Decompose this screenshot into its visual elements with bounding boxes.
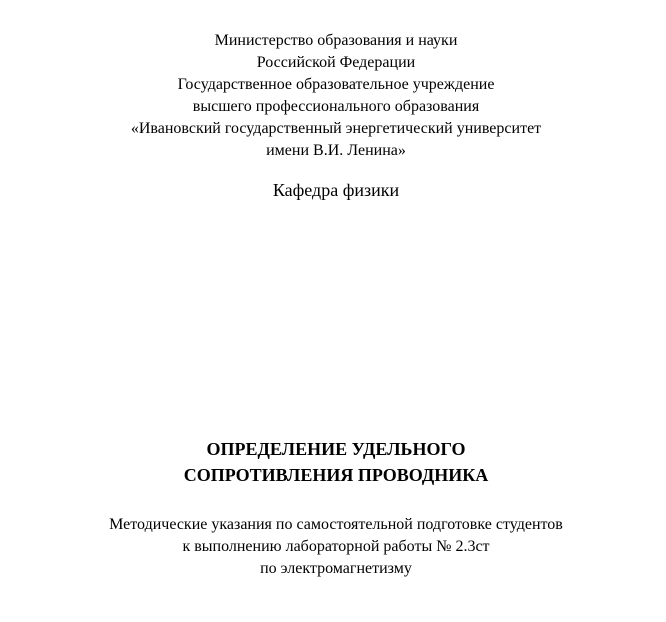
subtitle-line-1: Методические указания по самостоятельной подготовке студентов (109, 516, 563, 533)
subtitle-line-3: по электромагнетизму (260, 560, 412, 577)
title-line-2: СОПРОТИВЛЕНИЯ ПРОВОДНИКА (183, 465, 489, 485)
header-line-institution-type: Государственное образовательное учреждение (177, 76, 495, 93)
header-line-ministry: Министерство образования и науки (214, 32, 458, 49)
header-line-university-name: «Ивановский государственный энергетический университет (130, 120, 542, 137)
institution-header (0, 30, 666, 162)
header-line-federation: Российской Федерации (256, 54, 416, 71)
header-line-university-honorific: имени В.И. Ленина» (266, 142, 406, 159)
title-line-1: ОПРЕДЕЛЕНИЕ УДЕЛЬНОГО (206, 439, 466, 459)
header-line-education-level: высшего профессионального образования (192, 98, 480, 115)
document-title (0, 436, 666, 488)
subtitle-line-2: к выполнению лабораторной работы № 2.3ст (182, 538, 490, 555)
document-subtitle (0, 514, 666, 580)
department-name: Кафедра физики (272, 180, 400, 200)
